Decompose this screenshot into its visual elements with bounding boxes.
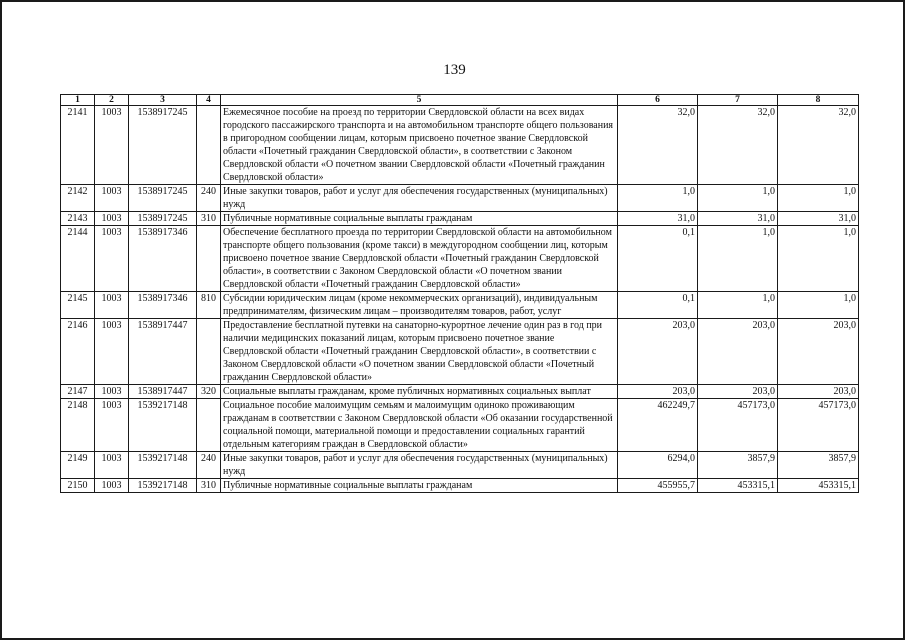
table-row [61,106,859,185]
value-col-7: 457173,0 [698,399,778,452]
budget-table [60,94,859,493]
expense-kind-code [197,226,221,292]
value-col-7: 453315,1 [698,479,778,493]
section-code: 1003 [95,185,129,212]
target-code: 1538917447 [129,319,197,385]
target-code: 1538917245 [129,185,197,212]
value-col-7: 203,0 [698,385,778,399]
row-number: 2141 [61,106,95,185]
expense-kind-code [197,106,221,185]
item-name: Социальные выплаты гражданам, кроме публичных нормативных социальных выплат [221,385,618,399]
table-row [61,292,859,319]
target-code: 1538917447 [129,385,197,399]
value-col-6: 455955,7 [618,479,698,493]
section-code: 1003 [95,319,129,385]
row-number: 2142 [61,185,95,212]
column-header: 7 [698,95,778,106]
value-col-7: 1,0 [698,185,778,212]
row-number: 2144 [61,226,95,292]
column-header: 8 [778,95,859,106]
value-col-6: 0,1 [618,292,698,319]
expense-kind-code: 810 [197,292,221,319]
value-col-8: 203,0 [778,385,859,399]
value-col-6: 32,0 [618,106,698,185]
value-col-8: 1,0 [778,226,859,292]
section-code: 1003 [95,292,129,319]
table-header-row [61,95,859,106]
value-col-6: 203,0 [618,385,698,399]
target-code: 1538917346 [129,292,197,319]
item-name: Социальное пособие малоимущим семьям и малоимущим одиноко проживающим гражданам в соответствии с Законом Свердловской области «Об оказании государственной социальной помощи, материальной помощи и предоставлении социальных гарантий отдельным категориям граждан в Свердловской области» [221,399,618,452]
value-col-8: 457173,0 [778,399,859,452]
table-row [61,479,859,493]
column-header: 4 [197,95,221,106]
item-name: Ежемесячное пособие на проезд по территории Свердловской области на всех видах городского пассажирского транспорта и на автомобильном транспорте общего пользования в пригородном сообщении лицам, которым присвоено почетное звание Свердловской области «Почетный гражданин Свердловской области», в соответствии с Законом Свердловской области «О почетном звании Свердловской области «Почетный гражданин Свердловской области» [221,106,618,185]
page-number: 139 [443,62,466,78]
row-number: 2149 [61,452,95,479]
expense-kind-code: 240 [197,185,221,212]
value-col-7: 1,0 [698,226,778,292]
value-col-8: 31,0 [778,212,859,226]
target-code: 1539217148 [129,452,197,479]
target-code: 1539217148 [129,399,197,452]
column-header: 3 [129,95,197,106]
target-code: 1538917346 [129,226,197,292]
section-code: 1003 [95,479,129,493]
row-number: 2146 [61,319,95,385]
table-row [61,185,859,212]
section-code: 1003 [95,106,129,185]
table-row [61,399,859,452]
value-col-7: 32,0 [698,106,778,185]
column-header: 2 [95,95,129,106]
expense-kind-code: 320 [197,385,221,399]
value-col-8: 1,0 [778,185,859,212]
row-number: 2147 [61,385,95,399]
section-code: 1003 [95,226,129,292]
item-name: Субсидии юридическим лицам (кроме некоммерческих организаций), индивидуальным предпринимателям, физическим лицам – производителям товаров, работ, услуг [221,292,618,319]
section-code: 1003 [95,212,129,226]
target-code: 1538917245 [129,212,197,226]
expense-kind-code [197,399,221,452]
expense-kind-code: 240 [197,452,221,479]
value-col-6: 31,0 [618,212,698,226]
row-number: 2148 [61,399,95,452]
expense-kind-code: 310 [197,212,221,226]
item-name: Иные закупки товаров, работ и услуг для обеспечения государственных (муниципальных) нужд [221,185,618,212]
value-col-8: 453315,1 [778,479,859,493]
target-code: 1538917245 [129,106,197,185]
value-col-7: 203,0 [698,319,778,385]
row-number: 2143 [61,212,95,226]
section-code: 1003 [95,452,129,479]
item-name: Публичные нормативные социальные выплаты гражданам [221,212,618,226]
column-header: 1 [61,95,95,106]
item-name: Иные закупки товаров, работ и услуг для обеспечения государственных (муниципальных) нужд [221,452,618,479]
value-col-7: 31,0 [698,212,778,226]
table-row [61,212,859,226]
item-name: Обеспечение бесплатного проезда по территории Свердловской области на автомобильном транспорте общего пользования (кроме такси) в междугородном сообщении лиц, которым присвоено почетное звание Свердловской области «Почетный гражданин Свердловской области», в соответствии с Законом Свердловской области «О почетном звании Свердловской области «Почетный гражданин Свердловской области» [221,226,618,292]
item-name: Предоставление бесплатной путевки на санаторно-курортное лечение один раз в год при наличии медицинских показаний лицам, которым присвоено почетное звание Свердловской области «Почетный гражданин Свердловской области», в соответствии с Законом Свердловской области «О почетном звании Свердловской области «Почетный гражданин Свердловской области» [221,319,618,385]
section-code: 1003 [95,385,129,399]
column-header: 5 [221,95,618,106]
value-col-8: 32,0 [778,106,859,185]
row-number: 2145 [61,292,95,319]
value-col-7: 1,0 [698,292,778,319]
value-col-6: 1,0 [618,185,698,212]
target-code: 1539217148 [129,479,197,493]
value-col-7: 3857,9 [698,452,778,479]
column-header: 6 [618,95,698,106]
value-col-8: 3857,9 [778,452,859,479]
table-row [61,385,859,399]
table-row [61,319,859,385]
expense-kind-code: 310 [197,479,221,493]
value-col-8: 1,0 [778,292,859,319]
expense-kind-code [197,319,221,385]
row-number: 2150 [61,479,95,493]
value-col-6: 6294,0 [618,452,698,479]
table-row [61,452,859,479]
value-col-6: 203,0 [618,319,698,385]
section-code: 1003 [95,399,129,452]
value-col-6: 462249,7 [618,399,698,452]
table-row [61,226,859,292]
value-col-8: 203,0 [778,319,859,385]
item-name: Публичные нормативные социальные выплаты гражданам [221,479,618,493]
value-col-6: 0,1 [618,226,698,292]
